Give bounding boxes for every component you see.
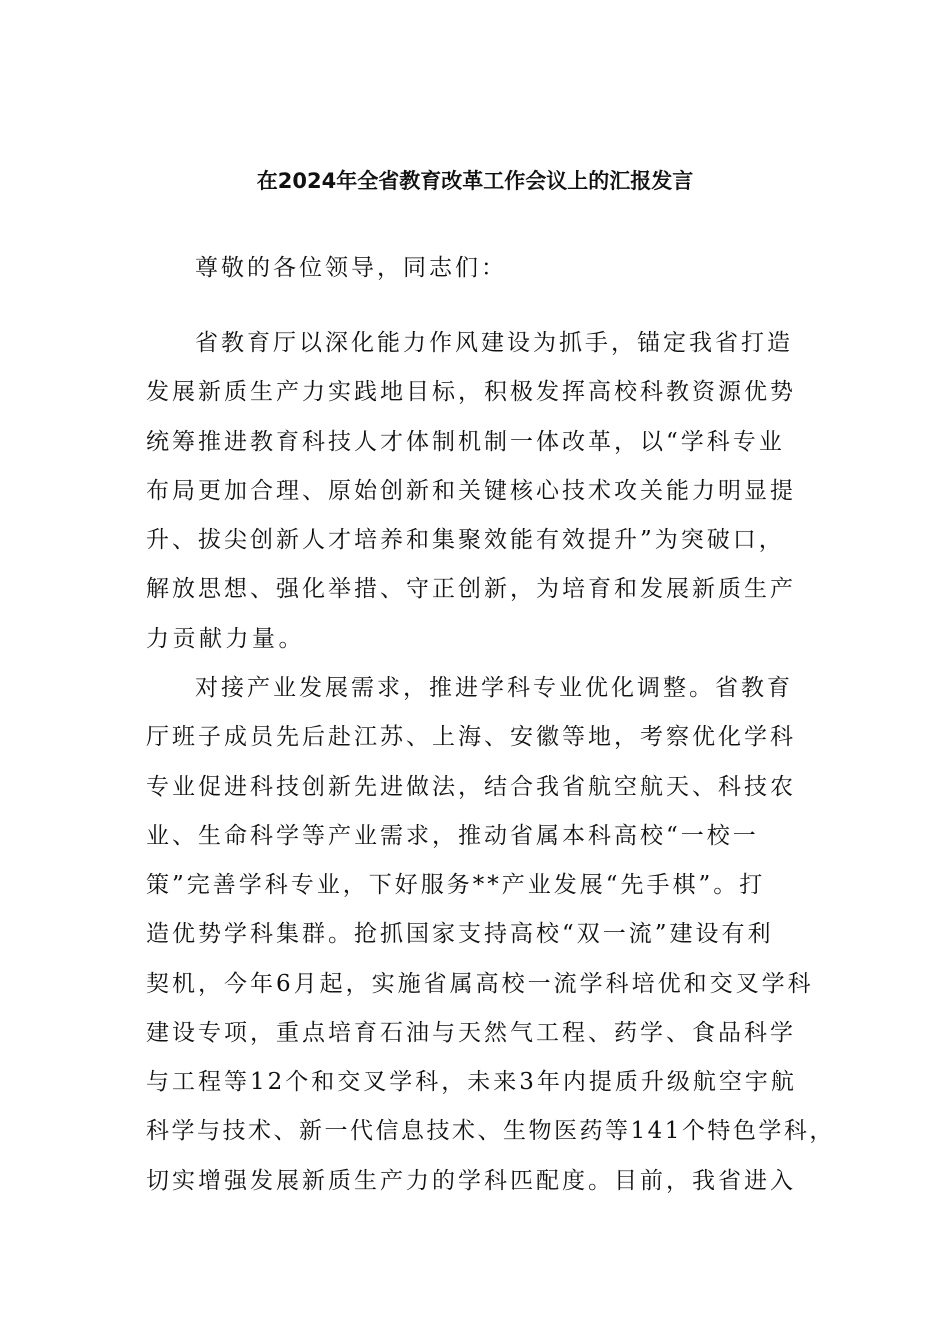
document-title: 在2024年全省教育改革工作会议上的汇报发言 (256, 169, 694, 193)
text-line: 升、拔尖创新人才培养和集聚效能有效提升”为突破口， (146, 527, 785, 553)
text-line: 专业促进科技创新先进做法，结合我省航空航天、科技农 (146, 774, 796, 800)
paragraph-1-line-3 (146, 418, 836, 467)
text-line: 力贡献力量。 (146, 626, 305, 652)
salutation-text: 尊敬的各位领导，同志们： (195, 255, 507, 281)
paragraph-1-line-6 (146, 565, 836, 614)
paragraph-2-line-9 (146, 1058, 836, 1107)
text-line: 对接产业发展需求，推进学科专业优化调整。省教育 (195, 675, 793, 701)
paragraph-2-line-5 (146, 861, 836, 910)
text-line: 策”完善学科专业，下好服务**产业发展“先手棋”。打 (146, 872, 766, 898)
paragraph-2-line-1 (195, 664, 836, 713)
paragraph-1-line-4 (146, 467, 836, 516)
paragraph-2-line-10 (146, 1107, 836, 1156)
salutation (195, 244, 885, 293)
paragraph-2-line-8 (146, 1009, 836, 1058)
text-line: 厅班子成员先后赴江苏、上海、安徽等地，考察优化学科 (146, 724, 796, 750)
text-line: 发展新质生产力实践地目标，积极发挥高校科教资源优势 (146, 379, 796, 405)
text-line: 契机，今年6月起，实施省属高校一流学科培优和交叉学科 (146, 971, 814, 997)
text-line: 省教育厅以深化能力作风建设为抓手，锚定我省打造 (195, 330, 793, 356)
paragraph-2-line-4 (146, 812, 836, 861)
paragraph-2-line-6 (146, 910, 836, 959)
paragraph-2-line-3 (146, 763, 836, 812)
paragraph-1-line-1 (195, 319, 836, 368)
text-line: 建设专项，重点培育石油与天然气工程、药学、食品科学 (146, 1020, 796, 1046)
text-line: 切实增强发展新质生产力的学科匹配度。目前，我省进入 (146, 1168, 796, 1194)
text-line: 业、生命科学等产业需求，推动省属本科高校“一校一 (146, 823, 759, 849)
text-line: 与工程等12个和交叉学科，未来3年内提质升级航空宇航 (146, 1069, 797, 1095)
paragraph-1-line-7 (146, 615, 836, 664)
text-line: 布局更加合理、原始创新和关键核心技术攻关能力明显提 (146, 478, 796, 504)
paragraph-2-line-7 (146, 960, 836, 1009)
paragraph-2-line-11 (146, 1157, 836, 1206)
text-line: 解放思想、强化举措、守正创新，为培育和发展新质生产 (146, 576, 796, 602)
paragraph-1-line-2 (146, 368, 836, 417)
text-line: 造优势学科集群。抢抓国家支持高校“双一流”建设有利 (146, 921, 774, 947)
paragraph-2-line-2 (146, 713, 836, 762)
paragraph-1-line-5 (146, 516, 836, 565)
text-line: 科学与技术、新一代信息技术、生物医药等141个特色学科， (146, 1118, 835, 1144)
text-line: 统筹推进教育科技人才体制机制一体改革，以“学科专业 (146, 429, 785, 455)
